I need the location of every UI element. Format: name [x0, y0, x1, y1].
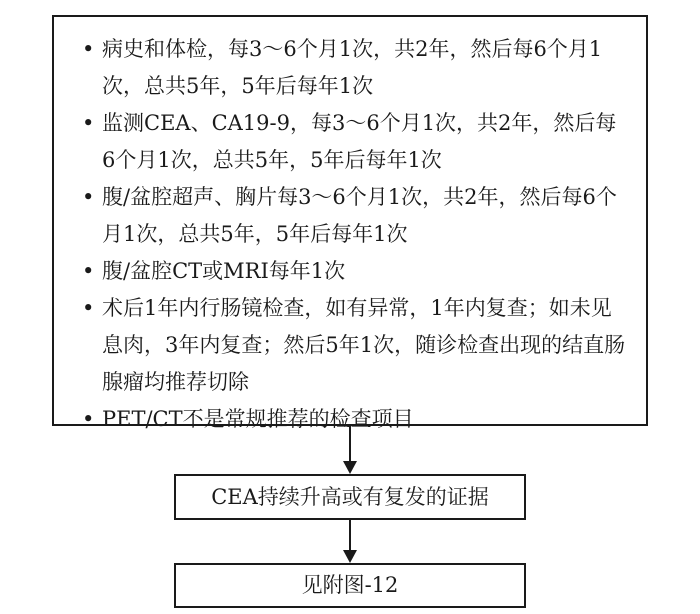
followup-item: [82, 253, 628, 290]
bullet-icon: •: [82, 296, 95, 320]
followup-item-text: 监测CEA、CA19-9，每3～6个月1次，共2年，然后每6个月1次，总共5年，5年后每年1次: [102, 111, 617, 172]
reference-box: 见附图-12: [174, 563, 526, 608]
followup-item-text: PET/CT不是常规推荐的检查项目: [102, 407, 414, 431]
followup-item: [82, 401, 628, 438]
followup-item-text: 腹/盆腔超声、胸片每3～6个月1次，共2年，然后每6个月1次，总共5年，5年后每年1次: [102, 185, 617, 246]
followup-item-text: 术后1年内行肠镜检查，如有异常，1年内复查；如未见息肉，3年内复查；然后5年1次，随诊检查出现的结直肠腺瘤均推荐切除: [102, 296, 626, 394]
arrow-down-icon: [343, 461, 357, 474]
followup-item-text: 腹/盆腔CT或MRI每年1次: [102, 259, 346, 283]
followup-box: [52, 15, 648, 431]
followup-item: [82, 179, 628, 253]
bullet-icon: •: [82, 111, 95, 135]
followup-item-text: 病史和体检，每3～6个月1次，共2年，然后每6个月1次，总共5年，5年后每年1次: [102, 37, 603, 98]
condition-box: CEA持续升高或有复发的证据: [174, 474, 526, 520]
bullet-icon: •: [82, 185, 95, 209]
bullet-icon: •: [82, 259, 95, 283]
arrow-down-icon: [343, 550, 357, 563]
followup-item: [82, 31, 628, 105]
bullet-icon: •: [82, 37, 95, 61]
followup-item: [82, 105, 628, 179]
followup-item: [82, 290, 628, 401]
bullet-icon: •: [82, 407, 95, 431]
